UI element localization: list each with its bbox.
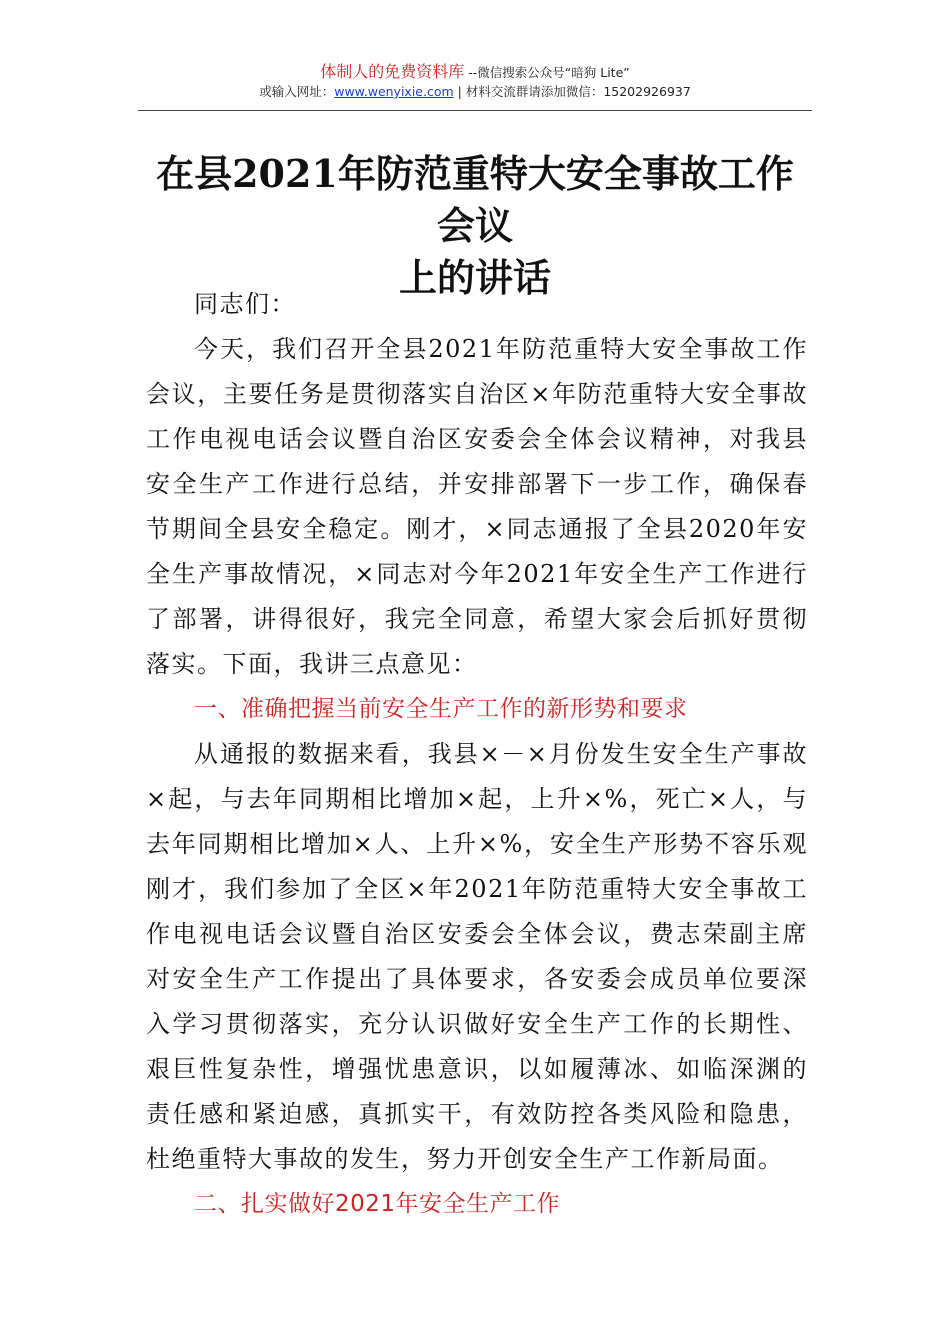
header-contact: | 材料交流群请添加微信：15202926937 [453, 84, 691, 99]
title-line-2: 上的讲话 [398, 255, 551, 300]
header-divider [138, 110, 812, 111]
header-line-2 [138, 83, 812, 101]
section-1-paragraph: 从通报的数据来看，我县×－×月份发生安全生产事故×起，与去年同期相比增加×起，上升×%，死亡×人，与去年同期相比增加×人、上升×%，安全生产形势不容乐观刚才，我们参加了全区×年2021年防范重特大安全事故工作电视电话会议暨自治区安委会全体会议，费志荣副主席对安全生产工作提出了具体要求，各安委会成员单位要深入学习贯彻落实，充分认识做好安全生产工作的长期性、艰巨性复杂性，增强忧患意识，以如履薄冰、如临深渊的责任感和紧迫感，真抓实干，有效防控各类风险和隐患，杜绝重特大事故的发生，努力开创安全生产工作新局面。 [146, 740, 808, 1173]
header-note: --微信搜索公众号“暗狗 Lite” [464, 65, 630, 80]
header-brand: 体制人的免费资料库 [320, 62, 465, 81]
page-header [138, 62, 812, 101]
title-line-1: 在县2021年防范重特大安全事故工作会议 [156, 151, 794, 248]
section-heading-2: 二、扎实做好2021年安全生产工作 [194, 1191, 561, 1217]
header-url-prefix: 或输入网址： [259, 84, 335, 99]
section-heading-1: 一、准确把握当前安全生产工作的新形势和要求 [194, 696, 688, 722]
intro-paragraph: 今天，我们召开全县2021年防范重特大安全事故工作会议，主要任务是贯彻落实自治区×年防范重特大安全事故工作电视电话会议暨自治区安委会全体会议精神，对我县安全生产工作进行总结，并安排部署下一步工作，确保春节期间全县安全稳定。刚才，×同志通报了全县2020年安全生产事故情况，×同志对今年2021年安全生产工作进行了部署，讲得很好，我完全同意，希望大家会后抓好贯彻落实。下面，我讲三点意见： [146, 335, 808, 678]
document-title [138, 148, 812, 304]
document-body [146, 282, 808, 1227]
greeting: 同志们： [194, 290, 296, 318]
header-url-link[interactable]: www.wenyixie.com [334, 84, 454, 99]
header-line-1 [138, 62, 812, 83]
